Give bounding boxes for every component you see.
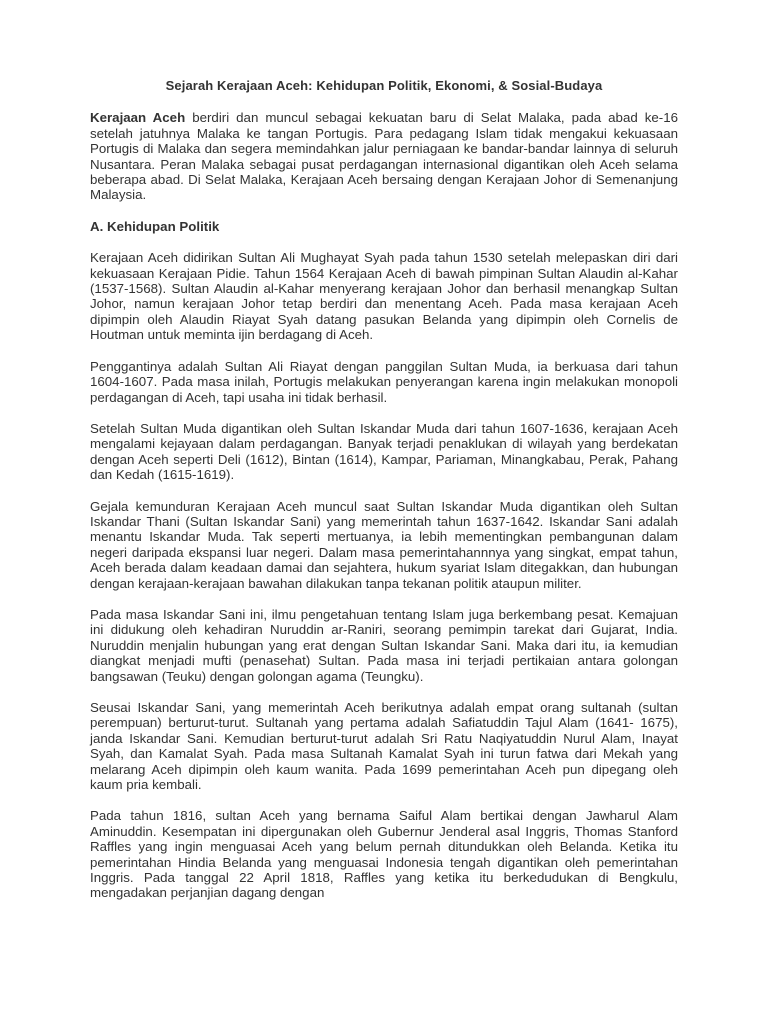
politik-paragraph-6: Seusai Iskandar Sani, yang memerintah Aceh berikutnya adalah empat orang sultanah (sultan perempuan) berturut-turut. Sultanah yang pertama adalah Safiatuddin Tajul Alam (1641- 1675), janda Iskandar Sani. Kemudian berturut-turut adalah Sri Ratu Naqiyatuddin Nurul Alam, Inayat Syah, dan Kamalat Syah. Pada masa Sultanah Kamalat Syah ini turun fatwa dari Mekah yang melarang Aceh dipimpin oleh kaum wanita. Pada 1699 pemerintahan Aceh pun dipegang oleh kaum pria kembali. <box>90 700 678 793</box>
politik-paragraph-3: Setelah Sultan Muda digantikan oleh Sultan Iskandar Muda dari tahun 1607-1636, kerajaan Aceh mengalami kejayaan dalam perdagangan. Banyak terjadi penaklukan di wilayah yang berdekatan dengan Aceh seperti Deli (1612), Bintan (1614), Kampar, Pariaman, Minangkabau, Perak, Pahang dan Kedah (1615-1619). <box>90 420 678 483</box>
document-title: Sejarah Kerajaan Aceh: Kehidupan Politik, Ekonomi, & Sosial-Budaya <box>165 78 603 93</box>
document-page <box>90 78 678 917</box>
politik-paragraph-2: Penggantinya adalah Sultan Ali Riayat dengan panggilan Sultan Muda, ia berkuasa dari tahun 1604-1607. Pada masa inilah, Portugis melakukan penyerangan karena ingin melakukan monopoli perdagangan di Aceh, tapi usaha ini tidak berhasil. <box>90 358 678 405</box>
politik-paragraph-1: Kerajaan Aceh didirikan Sultan Ali Mughayat Syah pada tahun 1530 setelah melepaskan diri dari kekuasaan Kerajaan Pidie. Tahun 1564 Kerajaan Aceh di bawah pimpinan Sultan Alaudin al-Kahar (1537-1568). Sultan Alaudin al-Kahar menyerang kerajaan Johor dan berhasil menangkap Sultan Johor, namun kerajaan Johor tetap berdiri dan menentang Aceh. Pada masa kerajaan Aceh dipimpin oleh Alaudin Riayat Syah datang pasukan Belanda yang dipimpin oleh Cornelis de Houtman untuk meminta ijin berdagang di Aceh. <box>90 250 678 343</box>
politik-paragraph-7: Pada tahun 1816, sultan Aceh yang bernama Saiful Alam bertikai dengan Jawharul Alam Aminuddin. Kesempatan ini dipergunakan oleh Gubernur Jenderal asal Inggris, Thomas Stanford Raffles yang ingin menguasai Aceh yang belum pernah ditundukkan oleh Belanda. Ketika itu pemerintahan Hindia Belanda yang menguasai Indonesia tengah digantikan oleh pemerintahan Inggris. Pada tanggal 22 April 1818, Raffles yang ketika itu berkedudukan di Bengkulu, mengadakan perjanjian dagang dengan <box>90 808 678 901</box>
intro-lead-bold: Kerajaan Aceh <box>90 110 186 126</box>
section-heading-politik: A. Kehidupan Politik <box>90 218 220 234</box>
intro-text: berdiri dan muncul sebagai kekuatan baru di Selat Malaka, pada abad ke-16 setelah jatuhnya Malaka ke tangan Portugis. Para pedagang Islam tidak mengakui kekuasaan Portugis di Malaka dan segera memindahkan jalur perniagaan ke bandar-bandar lainnya di seluruh Nusantara. Peran Malaka sebagai pusat perdagangan internasional digantikan oleh Aceh selama beberapa abad. Di Selat Malaka, Kerajaan Aceh bersaing dengan Kerajaan Johor di Semenanjung Malaysia. <box>90 110 678 203</box>
politik-paragraph-5: Pada masa Iskandar Sani ini, ilmu pengetahuan tentang Islam juga berkembang pesat. Kemajuan ini didukung oleh kehadiran Nuruddin ar-Raniri, seorang pemimpin tarekat dari Gujarat, India. Nuruddin menjalin hubungan yang erat dengan Sultan Iskandar Sani. Maka dari itu, ia kemudian diangkat menjadi mufti (penasehat) Sultan. Pada masa ini terjadi pertikaian antara golongan bangsawan (Teuku) dengan golongan agama (Teungku). <box>90 606 678 684</box>
intro-paragraph <box>90 110 678 202</box>
politik-paragraph-4: Gejala kemunduran Kerajaan Aceh muncul saat Sultan Iskandar Muda digantikan oleh Sultan Iskandar Thani (Sultan Iskandar Sani) yang memerintah tahun 1637-1642. Iskandar Sani adalah menantu Iskandar Muda. Tak seperti mertuanya, ia lebih mementingkan pembangunan dalam negeri daripada ekspansi luar negeri. Dalam masa pemerintahannnya yang singkat, empat tahun, Aceh berada dalam keadaan damai dan sejahtera, hukum syariat Islam ditegakkan, dan hubungan dengan kerajaan-kerajaan bawahan dilakukan tanpa tekanan politik ataupun militer. <box>90 498 678 591</box>
